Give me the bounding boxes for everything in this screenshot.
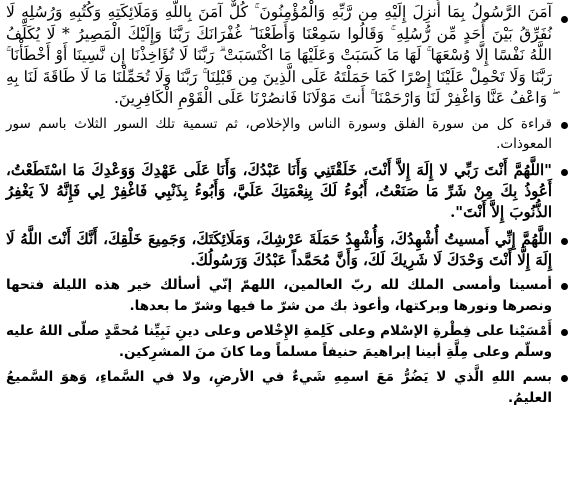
list-item-muawwidhat bbox=[6, 114, 552, 154]
item-text: أَمْسَيْنا على فِطْرةِ الإسْلام وعلى كَلِمةِ الإِخْلاص وعلى دينِ نَبِيِّنا مُحمَّدٍ صلّى اللهُ عليه وسلّم وعلى مِلَّةِ أبينا إبراهيمَ حنيفاً مسلماً وما كانَ منَ المشرِكين. bbox=[6, 323, 552, 360]
list-item-ushhiduka bbox=[6, 229, 552, 271]
bullet-icon bbox=[561, 375, 568, 382]
item-text: اللَّهُمَّ إِنِّي أَمسيتُ أُشْهِدُكَ، وَأُشْهِدُ حَمَلَةَ عَرْشِكَ، وَمَلَائِكَتَكَ، وَجَمِيعَ خَلْقِكَ، أَنَّكَ أَنْتَ اللَّهُ لَا إِلَهَ إِلَّا أَنْتَ وَحْدَكَ لَا شَرِيكَ لَكَ، وَأَنَّ مُحَمَّداً عَبْدُكَ وَرَسُولُكَ. bbox=[6, 229, 552, 269]
bullet-icon bbox=[561, 329, 568, 336]
item-text: قراءة كل من سورة الفلق وسورة الناس والإخلاص، ثم تسمية تلك السور الثلاث باسم سور المعوذات. bbox=[6, 115, 552, 152]
list-item-fitrat-al-islam bbox=[6, 321, 552, 362]
item-text: بسم اللهِ الَّذي لا يَضُرُّ مَعَ اسمِهِ شَيءٌ في الأرضِ، ولا في السَّماءِ، وَهوَ السَّميعُ العليمُ. bbox=[6, 369, 552, 406]
list-item-amsayna bbox=[6, 275, 552, 316]
list-item-bismillah bbox=[6, 367, 552, 408]
adhkar-list bbox=[6, 2, 552, 409]
item-text: "اللَّهُمَّ أَنْتَ رَبِّي لا إِلَهَ إِلاَّ أَنْتَ، خَلَقْتَنِي وَأَنَا عَبْدُكَ، وَأَنَا عَلَى عَهْدِكَ وَوَعْدِكَ مَا اسْتَطَعْتُ، أَعُوذُ بِكَ مِنْ شَرِّ مَا صَنَعْتُ، أَبُوءُ لَكَ بِنِعْمَتِكَ عَلَيَّ، وَأَبُوءُ بِذَنْبِي فَاغْفِرْ لِي فَإِنَّهُ لاَ يَغْفِرُ الذُّنُوبَ إِلاَّ أَنْتَ". bbox=[6, 160, 552, 222]
bullet-icon bbox=[561, 283, 568, 290]
bullet-icon bbox=[561, 238, 568, 245]
list-item-sayyid-al-istighfar bbox=[6, 160, 552, 224]
bullet-icon bbox=[561, 169, 568, 176]
item-text: أمسينا وأمسى الملك لله ربّ العالمين، اللهمّ إنّي أسألك خير هذه الليلة فتحها ونصرها ونورها وبركتها، وأعوذ بك من شرّ ما فيها وشرّ ما بعدها. bbox=[6, 276, 552, 314]
list-item-ayat-al-baqara bbox=[6, 2, 552, 110]
bullet-icon bbox=[561, 122, 568, 129]
bullet-icon bbox=[561, 16, 568, 23]
item-text: آمَنَ الرَّسُولُ بِمَا أُنزِلَ إِلَيْهِ مِن رَّبِّهِ وَالْمُؤْمِنُونَ ۚ كُلٌّ آمَنَ بِاللَّهِ وَمَلَائِكَتِهِ وَكُتُبِهِ وَرُسُلِهِ لَا نُفَرِّقُ بَيْنَ أَحَدٍ مِّن رُّسُلِهِ ۚ وَقَالُوا سَمِعْنَا وَأَطَعْنَا ۖ غُفْرَانَكَ رَبَّنَا وَإِلَيْكَ الْمَصِيرُ * لَا يُكَلِّفُ اللَّهُ نَفْسًا إِلَّا وُسْعَهَا ۚ لَهَا مَا كَسَبَتْ وَعَلَيْهَا مَا اكْتَسَبَتْ ۗ رَبَّنَا لَا تُؤَاخِذْنَا إِن نَّسِينَا أَوْ أَخْطَأْنَا ۚ رَبَّنَا وَلَا تَحْمِلْ عَلَيْنَا إِصْرًا كَمَا حَمَلْتَهُ عَلَى الَّذِينَ مِن قَبْلِنَا ۚ رَبَّنَا وَلَا تُحَمِّلْنَا مَا لَا طَاقَةَ لَنَا بِهِ ۖ وَاعْفُ عَنَّا وَاغْفِرْ لَنَا وَارْحَمْنَا ۚ أَنتَ مَوْلَانَا فَانصُرْنَا عَلَى الْقَوْمِ الْكَافِرِينَ. bbox=[6, 3, 552, 108]
